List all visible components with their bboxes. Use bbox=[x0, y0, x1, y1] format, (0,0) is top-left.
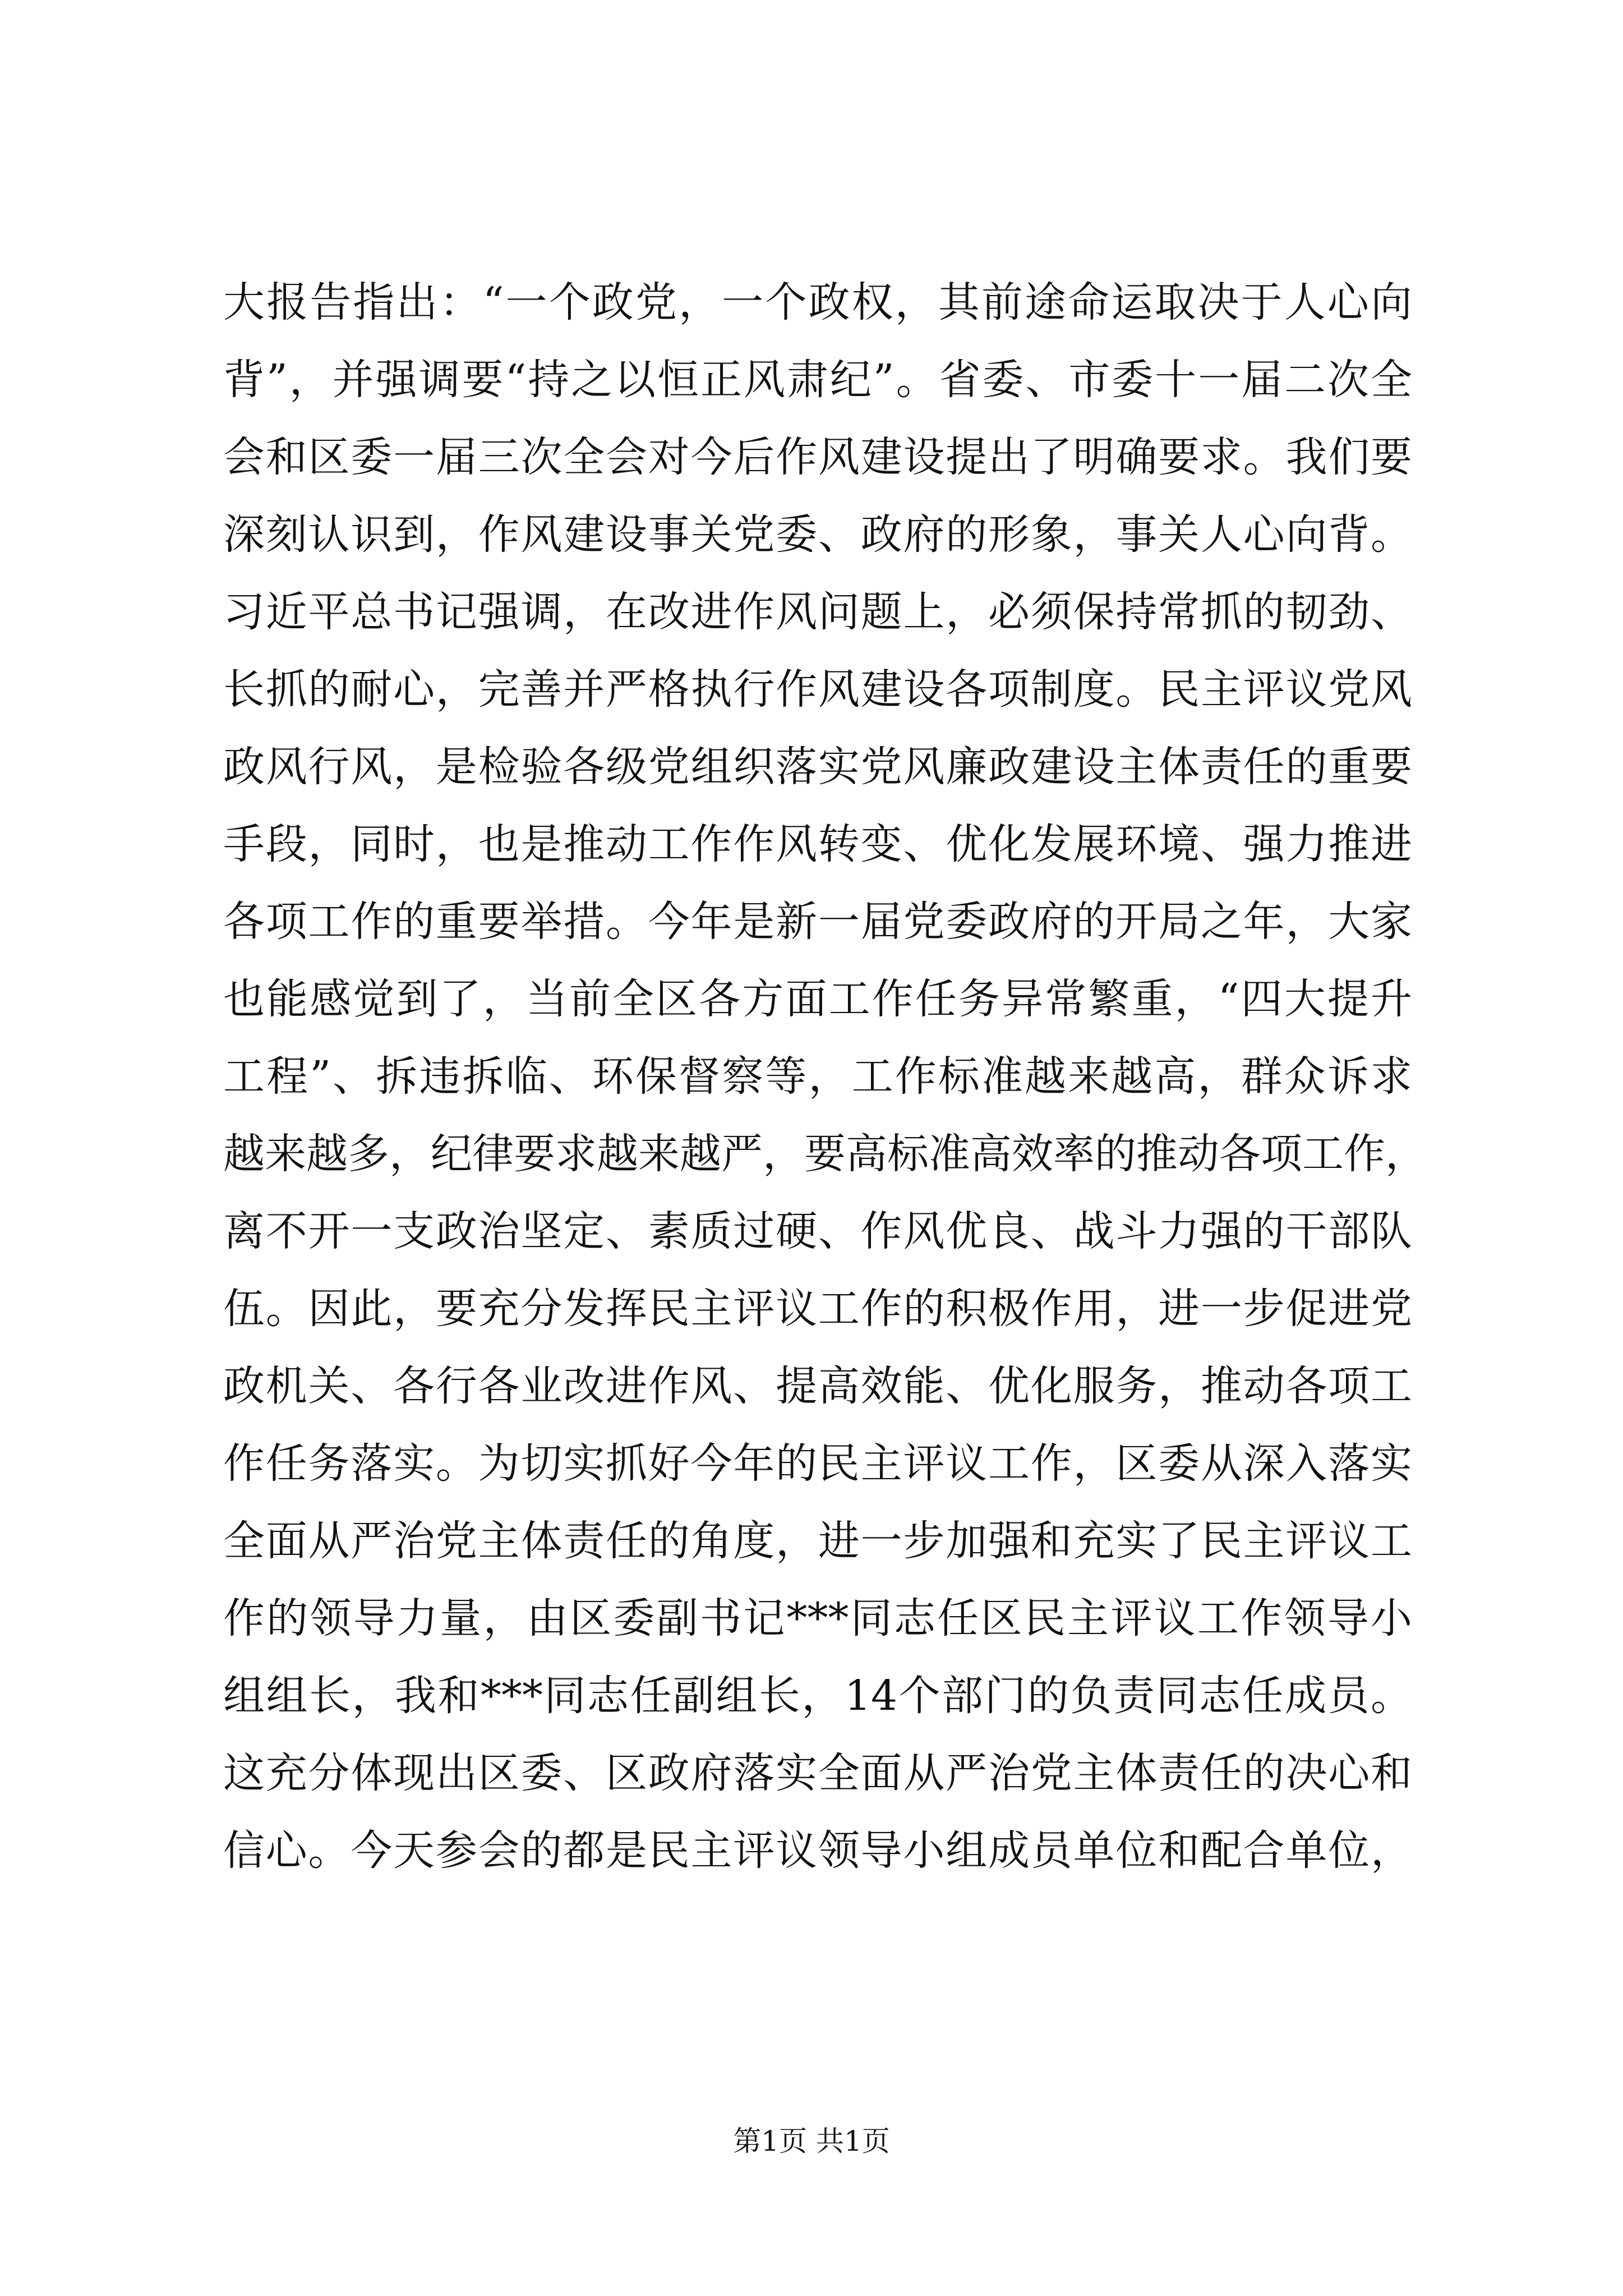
text-line-18: 作的领导力量，由区委副书记***同志任区民主评议工作领导小 bbox=[223, 1594, 1412, 1642]
text-line-8: 手段，同时，也是推动工作作风转变、优化发展环境、强力推进 bbox=[223, 820, 1412, 868]
text-line-20: 这充分体现出区委、区政府落实全面从严治党主体责任的决心和 bbox=[223, 1749, 1412, 1797]
text-line-14: 伍。因此，要充分发挥民主评议工作的积极作用，进一步促进党 bbox=[223, 1285, 1412, 1333]
text-line-17: 全面从严治党主体责任的角度，进一步加强和充实了民主评议工 bbox=[223, 1517, 1412, 1565]
text-line-5: 习近平总书记强调，在改进作风问题上，必须保持常抓的韧劲、 bbox=[223, 588, 1412, 636]
text-line-1: 大报告指出：“一个政党，一个政权，其前途命运取决于人心向 bbox=[223, 278, 1412, 326]
text-line-10: 也能感觉到了，当前全区各方面工作任务异常繁重，“四大提升 bbox=[223, 975, 1412, 1023]
text-line-11: 工程”、拆违拆临、环保督察等，工作标准越来越高，群众诉求 bbox=[223, 1052, 1412, 1101]
text-line-13: 离不开一支政治坚定、素质过硬、作风优良、战斗力强的干部队 bbox=[223, 1207, 1412, 1255]
text-line-2: 背”，并强调要“持之以恒正风肃纪”。省委、市委十一届二次全 bbox=[223, 356, 1412, 404]
text-line-7: 政风行风，是检验各级党组织落实党风廉政建设主体责任的重要 bbox=[223, 743, 1412, 791]
text-line-21: 信心。今天参会的都是民主评议领导小组成员单位和配合单位， bbox=[223, 1826, 1412, 1875]
text-line-12: 越来越多，纪律要求越来越严，要高标准高效率的推动各项工作， bbox=[223, 1130, 1427, 1178]
text-line-6: 长抓的耐心，完善并严格执行作风建设各项制度。民主评议党风 bbox=[223, 665, 1412, 714]
text-line-16: 作任务落实。为切实抓好今年的民主评议工作，区委从深入落实 bbox=[223, 1439, 1412, 1488]
text-line-9: 各项工作的重要举措。今年是新一届党委政府的开局之年，大家 bbox=[223, 898, 1412, 946]
page-footer: 第1页 共1页 bbox=[733, 2125, 890, 2157]
body-text bbox=[223, 264, 1427, 1889]
text-line-4: 深刻认识到，作风建设事关党委、政府的形象，事关人心向背。 bbox=[223, 510, 1412, 559]
text-line-3: 会和区委一届三次全会对今后作风建设提出了明确要求。我们要 bbox=[223, 433, 1412, 481]
text-line-19: 组组长，我和***同志任副组长，14个部门的负责同志任成员。 bbox=[223, 1672, 1412, 1720]
text-line-15: 政机关、各行各业改进作风、提高效能、优化服务，推动各项工 bbox=[223, 1362, 1412, 1410]
